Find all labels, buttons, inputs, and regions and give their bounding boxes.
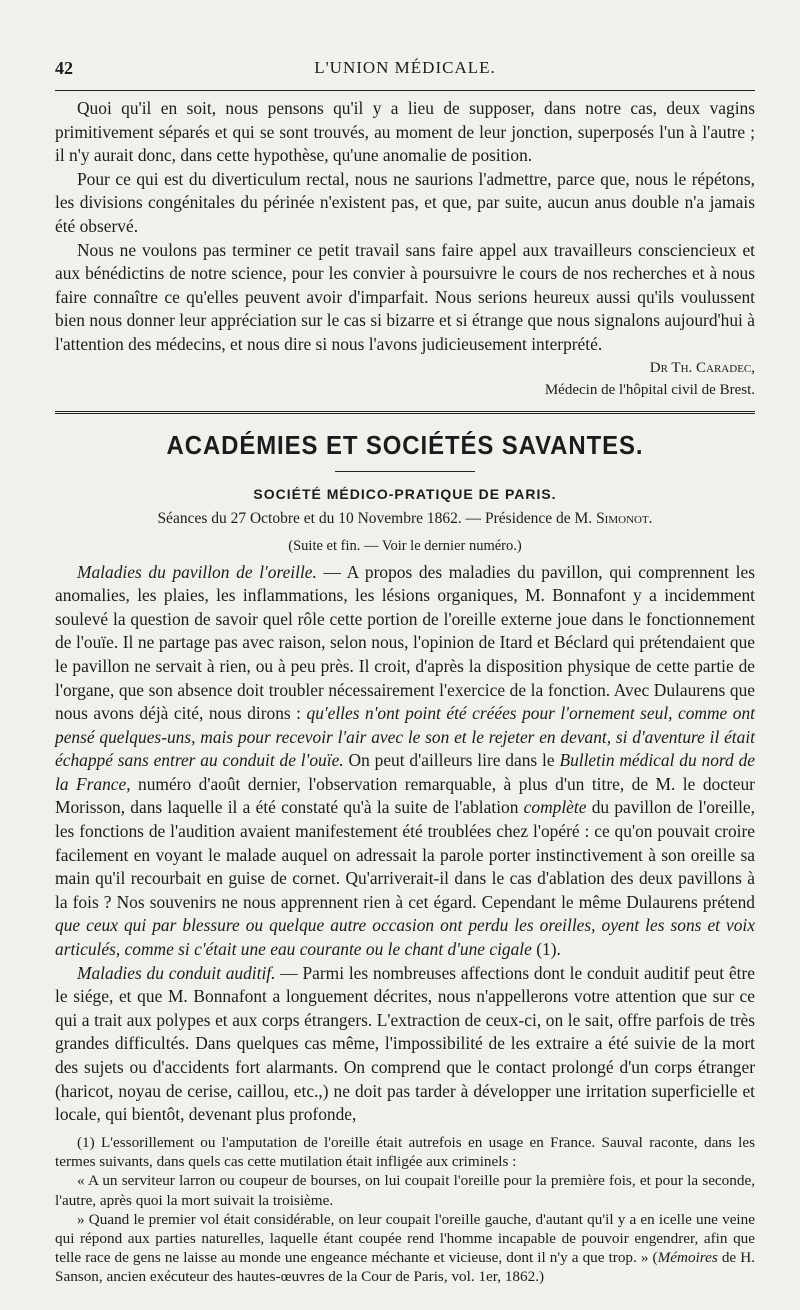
title-rule bbox=[335, 471, 475, 472]
footnote: » Quand le premier vol était considérable, on leur coupait l'oreille gauche, d'autant qu'il y a en icelle une veine qui répond aux parties naturelles, laquelle étant coupée rend l'homme incapable de pouvoir engendrer, afin que telle race de gens ne laisse au monde une engeance méchante et vicieuse, dont il n'y a que trop. » (Mémoires de H. Sanson, ancien exécuteur des hautes-œuvres de la Cour de Paris, vol. 1er, 1862.) bbox=[55, 1210, 756, 1286]
article-paragraph: Nous ne voulons pas terminer ce petit travail sans faire appel aux travailleurs consciencieux et aux bénédictins de notre science, pour les convier à poursuivre le cours de nos recherches et à nous faire connaître ce qu'elles peuvent avoir d'imparfait. Nous serions heureux aussi qu'ils voulussent bien nous donner leur appréciation sur le cas si bizarre et si étrange que nous signalons aujourd'hui à l'attention des médecins, et nous dire si nous l'avons judicieusement interprété. bbox=[55, 239, 755, 354]
paragraph-lead: Maladies du conduit auditif. bbox=[77, 962, 276, 983]
body-paragraph-conduit: Maladies du conduit auditif. — Parmi les nombreuses affections dont le conduit auditif peut être le siége, et que M. Bonnafont a longuement décrites, nous n'appellerons votre attention que sur ce qui a trait aux polypes et aux corps étrangers. L'extraction de ceux-ci, on le sait, offre parfois de très grandes difficultés. Dans quelques cas même, l'impossibilité de les extraire a été suivie de la mort des sujets ou d'accidents fort alarmants. On comprend que le contact prolongé d'un corps étranger (haricot, noyau de cerise, caillou, etc.,) ne doit pas tarder à développer une irritation superficielle et locale, qui bientôt, devenant plus profonde, bbox=[55, 962, 756, 1125]
page-number: 42 bbox=[55, 58, 73, 78]
paragraph-lead: Maladies du pavillon de l'oreille. bbox=[77, 561, 317, 582]
continuation-note: (Suite et fin. — Voir le dernier numéro.) bbox=[288, 537, 522, 554]
footnote: « A un serviteur larron ou coupeur de bourses, on lui coupait l'oreille pour la première fois, et pour la seconde, l'autre, après quoi la mort suivait la troisième. bbox=[55, 1172, 755, 1209]
article-paragraph: Pour ce qui est du diverticulum rectal, nous ne saurions l'admettre, parce que, nous le répétons, les divisions congénitales du périnée n'existent pas, et que, par suite, aucun anus double n'a jamais été observé. bbox=[55, 168, 755, 236]
header-rule bbox=[55, 90, 755, 91]
article-paragraph: Quoi qu'il en soit, nous pensons qu'il y a lieu de supposer, dans notre cas, deux vagins primitivement séparés et qui se sont trouvés, au moment de leur jonction, superposés l'un à l'autre ; il n'y aurait donc, dans cette hypothèse, qu'une anomalie de position. bbox=[55, 98, 755, 166]
section-rule bbox=[55, 411, 755, 414]
society-title: SOCIÉTÉ MÉDICO-PRATIQUE DE PARIS. bbox=[253, 485, 557, 502]
section-title: ACADÉMIES ET SOCIÉTÉS SAVANTES. bbox=[166, 429, 644, 460]
body-paragraph-pavillon: Maladies du pavillon de l'oreille. — A propos des maladies du pavillon, qui comprennent les anomalies, les plaies, les inflammations, les lésions organiques, M. Bonnafont y a incidemment soulevé la question de savoir quel rôle cette portion de l'oreille externe joue dans le fonctionnement de l'ouïe. Il ne partage pas avec raison, selon nous, l'opinion de Itard et Béclard qui prétendaient que le pavillon ne servait à rien, ou à peu près. Il croit, d'après la disposition physique de cette partie de l'organe, que son absence doit troubler nécessairement l'exercice de la fonction. Avec Dulaurens que nous avons déjà cité, nous dirons : qu'elles n'ont point été créées pour l'ornement seul, comme ont pensé quelques-uns, mais pour recevoir l'air avec le son et le rejeter en devant, si d'aventure il était échappé sans entrer au conduit de l'ouïe. On peut d'ailleurs lire dans le Bulletin médical du nord de la France, numéro d'août dernier, l'observation remarquable, à plus d'un titre, de M. le docteur Morisson, dans laquelle il a été constaté qu'à la suite de l'ablation complète du pavillon de l'oreille, les fonctions de l'audition avaient manifestement été troublées chez l'opéré : ce qu'on pouvait croire facilement en voyant le malade auquel on adressait la parole porter instinctivement à son oreille sa main qu'il recourbait en guise de cornet. Qu'arriverait-il dans le cas d'ablation des deux pavillons à la fois ? Nos souvenirs ne nous apprennent rien à cet égard. Cependant le même Dulaurens prétend que ceux qui par blessure ou quelque autre occasion ont perdu les oreilles, oyent les sons et voix articulés, comme si c'était une eau courante ou le chant d'une cigale (1). bbox=[55, 561, 755, 960]
signature-title: Médecin de l'hôpital civil de Brest. bbox=[544, 381, 755, 398]
session-line: Séances du 27 Octobre et du 10 Novembre 1862. — Présidence de M. Simonot. bbox=[157, 509, 653, 527]
footnotes bbox=[55, 1133, 755, 1287]
page-header bbox=[55, 58, 755, 84]
footnote: (1) L'essorillement ou l'amputation de l'oreille était autrefois en usage en France. Sauval raconte, dans les termes suivants, dans quels cas cette mutilation était infligée aux criminels : bbox=[55, 1134, 755, 1171]
article-end bbox=[55, 97, 755, 401]
running-title: L'UNION MÉDICALE. bbox=[314, 58, 496, 77]
signature-name: Dr Th. Caradec, bbox=[649, 359, 755, 376]
page bbox=[55, 58, 755, 1127]
